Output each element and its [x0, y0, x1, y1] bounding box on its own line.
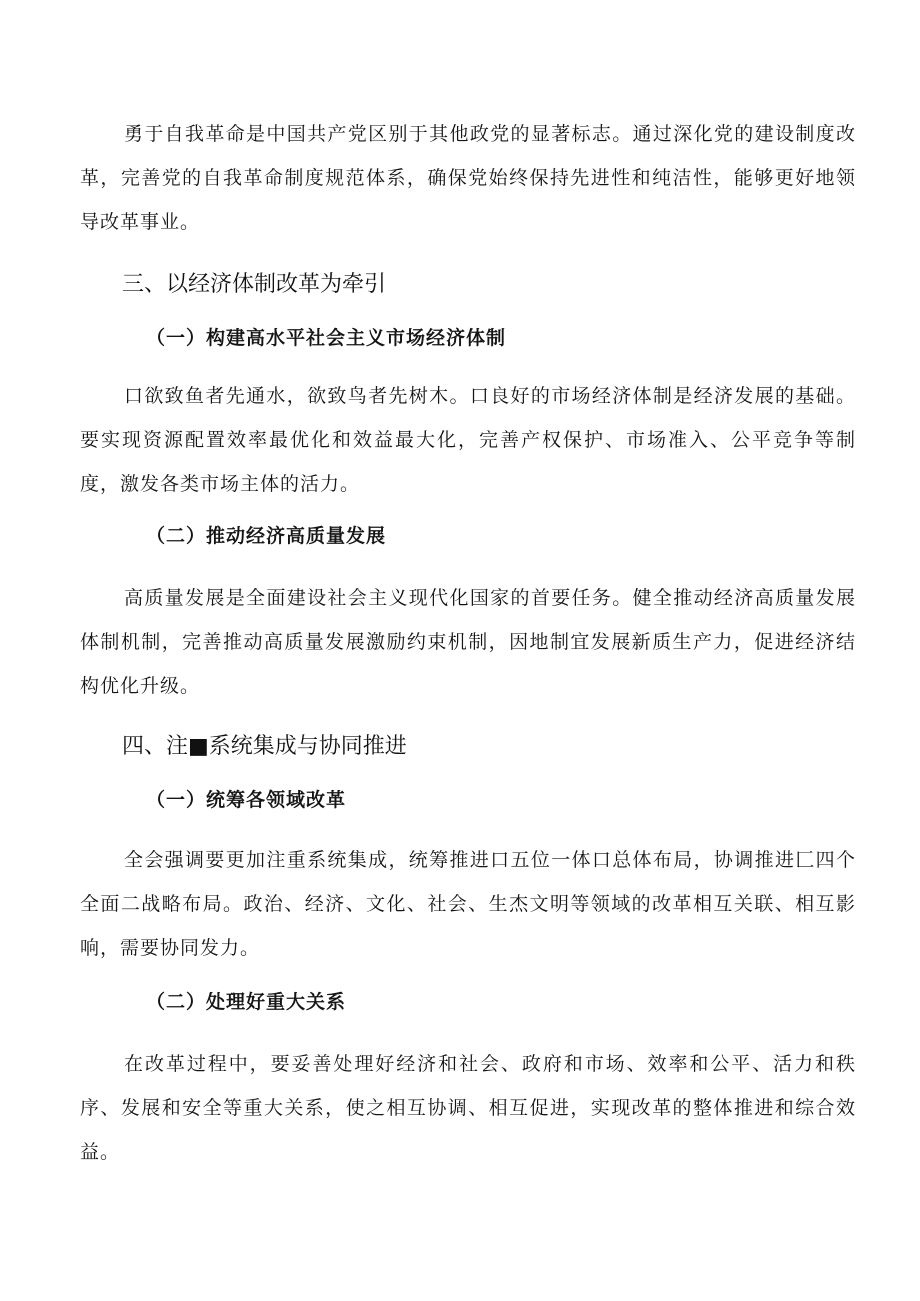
section-heading-economic-reform: 三、以经济体制改革为牵引 [122, 272, 387, 297]
paragraph-self-revolution: 勇于自我革命是中国共产党区别于其他政党的显著标志。通过深化党的建设制度改革，完善党的自我革命制度规范体系，确保党始终保持先进性和纯洁性，能够更好地领导改革事业。 [80, 123, 856, 233]
subheading-major-relationships: （二）处理好重大关系 [146, 991, 347, 1013]
subheading-coordinate-reforms: （一）统筹各领域改革 [146, 789, 347, 811]
section-heading-system-integration: 四、注■系统集成与协同推进 [122, 734, 407, 759]
paragraph-high-quality-development: 高质量发展是全面建设社会主义现代化国家的首要任务。健全推动经济高质量发展体制机制，完善推动高质量发展激励约束机制，因地制宜发展新质生产力，促进经济结构优化升级。 [80, 587, 856, 697]
paragraph-coordinate-reforms: 全会强调要更加注重系统集成，统筹推进口五位一体口总体布局，协调推进匚四个全面二战略布局。政治、经济、文化、社会、生杰文明等领域的改革相互关联、相互影响，需要协同发力。 [80, 849, 856, 959]
paragraph-market-economy: 口欲致鱼者先通水，欲致鸟者先树木。口良好的市场经济体制是经济发展的基础。要实现资源配置效率最优化和效益最大化，完善产权保护、市场准入、公平竞争等制度，激发各类市场主体的活力。 [80, 385, 856, 495]
paragraph-major-relationships: 在改革过程中，要妥善处理好经济和社会、政府和市场、效率和公平、活力和秩序、发展和安全等重大关系，使之相互协调、相互促进，实现改革的整体推进和综合效益。 [80, 1053, 856, 1163]
subheading-high-quality-development: （二）推动经济高质量发展 [146, 525, 387, 547]
subheading-market-economy: （一）构建高水平社会主义市场经济体制 [146, 327, 507, 349]
